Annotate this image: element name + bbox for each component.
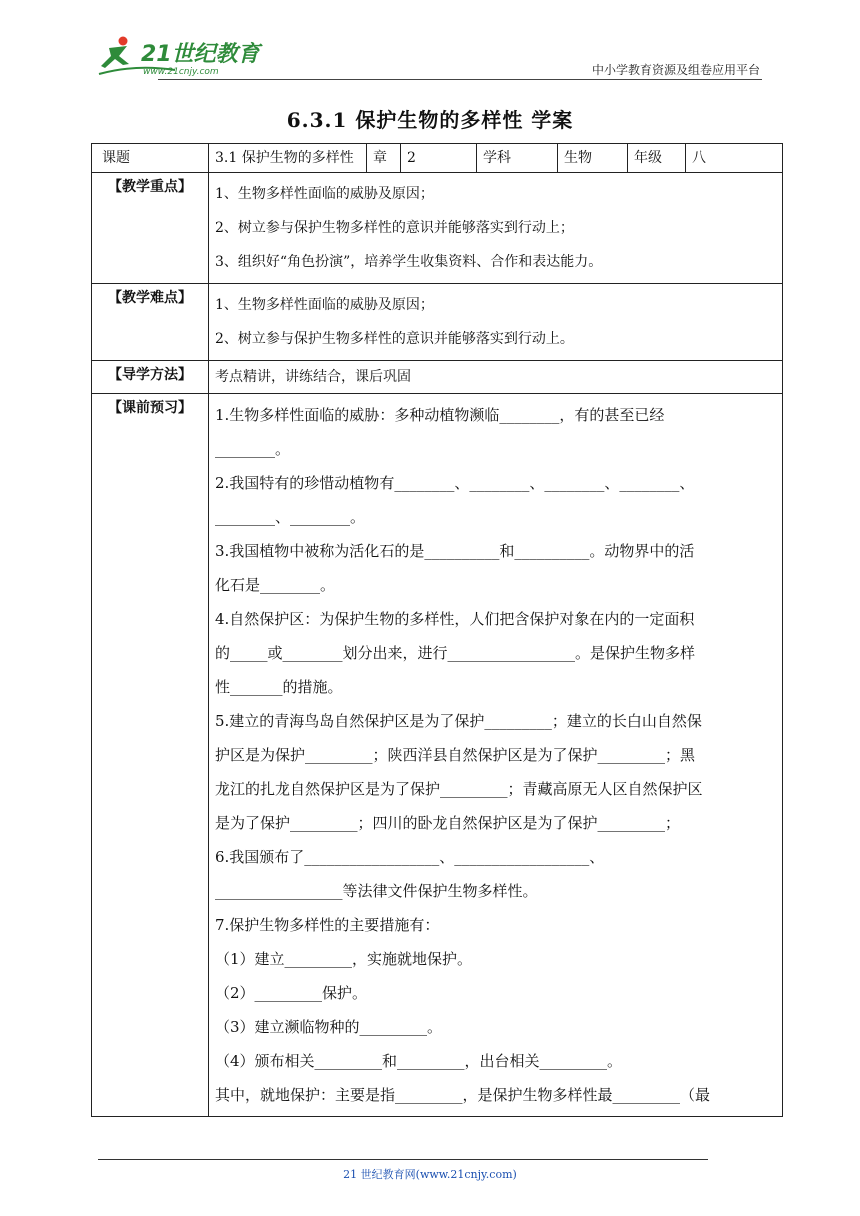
key-points-label: 【教学重点】 [92, 173, 209, 284]
preview-line: 化石是________。 [215, 576, 336, 594]
subject-value: 生物 [558, 144, 628, 173]
preview-label: 【课前预习】 [92, 394, 209, 1117]
preview-line: （2）_________保护。 [215, 984, 368, 1002]
method-row [92, 361, 783, 394]
topic-value: 3.1 保护生物的多样性 [209, 144, 367, 173]
footer-link[interactable]: 21 世纪教育网(www.21cnjy.com) [343, 1168, 517, 1181]
difficulties-content [209, 284, 783, 361]
preview-line: _________________等法律文件保护生物多样性。 [215, 882, 538, 900]
key-points-content [209, 173, 783, 284]
page-header [95, 34, 760, 80]
difficulty-item: 2、树立参与保护生物多样性的意识并能够落实到行动上。 [215, 331, 574, 347]
header-divider [158, 79, 762, 80]
preview-line: ________、________。 [215, 508, 366, 526]
preview-line: 的_____或________划分出来，进行_________________。是保护生物多样 [215, 644, 696, 662]
chapter-label: 章 [367, 144, 401, 173]
preview-line: 1.生物多样性面临的威胁：多种动植物濒临________，有的甚至已经 [215, 406, 665, 424]
footer-divider [98, 1159, 708, 1160]
chapter-value: 2 [401, 144, 477, 173]
grade-value: 八 [686, 144, 783, 173]
preview-line: 龙江的扎龙自然保护区是为了保护_________；青藏高原无人区自然保护区 [215, 780, 703, 798]
info-row [92, 144, 783, 173]
runner-logo-icon [95, 34, 265, 80]
difficulties-label: 【教学难点】 [92, 284, 209, 361]
preview-line: （1）建立_________，实施就地保护。 [215, 950, 473, 968]
preview-line: 6.我国颁布了__________________、__________________、 [215, 848, 605, 866]
page-title: 6.3.1 保护生物的多样性 学案 [286, 108, 574, 132]
grade-label: 年级 [628, 144, 686, 173]
preview-line: （3）建立濒临物种的_________。 [215, 1018, 443, 1036]
method-text: 考点精讲，讲练结合，课后巩固 [209, 361, 783, 394]
preview-line: 7.保护生物多样性的主要措施有： [215, 916, 440, 934]
preview-line: 护区是为保护_________；陕西洋县自然保护区是为了保护_________；黑 [215, 746, 696, 764]
preview-line: ________。 [215, 440, 291, 458]
preview-line: 4.自然保护区：为保护生物的多样性，人们把含保护对象在内的一定面积 [215, 610, 695, 628]
preview-content [209, 394, 783, 1117]
lesson-plan-table [91, 143, 783, 1117]
preview-line: （4）颁布相关_________和_________，出台相关_________。 [215, 1052, 623, 1070]
preview-line: 3.我国植物中被称为活化石的是__________和__________。动物界中的活 [215, 542, 695, 560]
preview-line: 其中，就地保护：主要是指_________，是保护生物多样性最_________（最 [215, 1086, 711, 1104]
svg-text:21世纪教育: 21世纪教育 [141, 42, 260, 67]
method-label: 【导学方法】 [92, 361, 209, 394]
key-point-item: 2、树立参与保护生物多样性的意识并能够落实到行动上； [215, 220, 574, 236]
preview-line: 5.建立的青海鸟岛自然保护区是为了保护_________；建立的长白山自然保 [215, 712, 702, 730]
key-point-item: 3、组织好“角色扮演”，培养学生收集资料、合作和表达能力。 [215, 254, 603, 270]
difficulty-item: 1、生物多样性面临的威胁及原因； [215, 297, 434, 313]
subject-label: 学科 [477, 144, 558, 173]
preview-line: 2.我国特有的珍惜动植物有________、________、________、________、 [215, 474, 695, 492]
difficulties-row [92, 284, 783, 361]
preview-line: 性_______的措施。 [215, 678, 343, 696]
key-points-row [92, 173, 783, 284]
key-point-item: 1、生物多样性面临的威胁及原因； [215, 186, 434, 202]
preview-row [92, 394, 783, 1117]
site-logo[interactable] [95, 34, 265, 80]
svg-text:www.21cnjy.com: www.21cnjy.com [143, 67, 219, 77]
site-tagline: 中小学教育资源及组卷应用平台 [591, 63, 760, 77]
preview-line: 是为了保护_________；四川的卧龙自然保护区是为了保护_________； [215, 814, 681, 832]
topic-label: 课题 [92, 144, 209, 173]
